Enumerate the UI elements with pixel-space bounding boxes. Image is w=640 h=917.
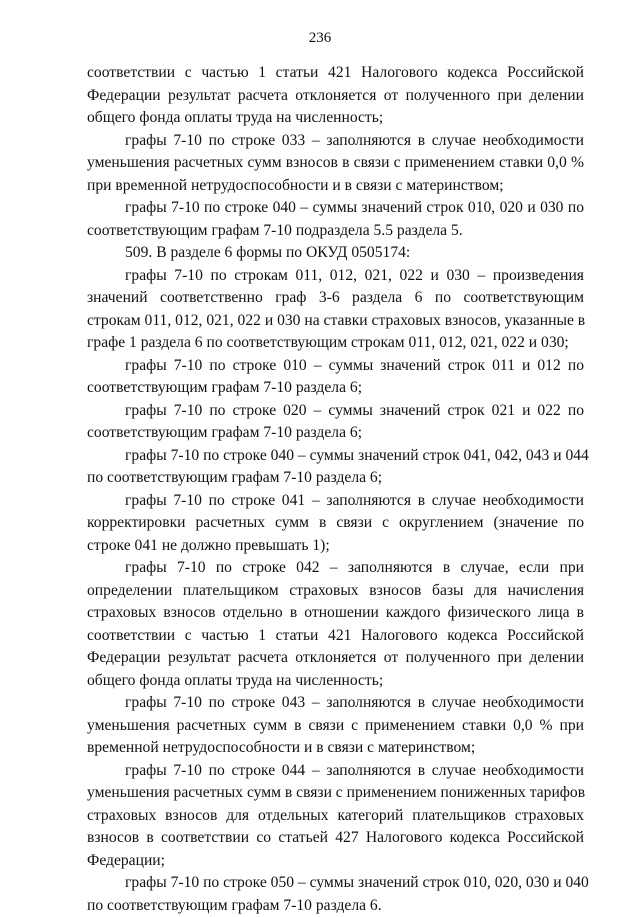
text-line: соответствии с частью 1 статьи 421 Налогового кодекса Российской [87,62,584,85]
text-line: по соответствующим графам 7-10 раздела 6. [87,895,584,917]
text-line: 509. В разделе 6 формы по ОКУД 0505174: [87,242,584,265]
paragraph [87,130,584,198]
paragraph [87,400,584,445]
text-line: взносов в соответствии со статьей 427 Налогового кодекса Российской [87,827,584,850]
text-line: значений соответственно граф 3-6 раздела 6 по соответствующим [87,287,584,310]
text-line: при временной нетрудоспособности и в связи с материнством; [87,175,584,198]
page-number: 236 [0,30,640,47]
text-line: общего фонда оплаты труда на численность; [87,670,584,693]
text-line: строкам 011, 012, 021, 022 и 030 на ставки страховых взносов, указанные в [87,310,584,333]
text-line: Федерации результат расчета отклоняется от полученного при делении [87,85,584,108]
text-line: графы 7-10 по строке 041 – заполняются в случае необходимости [87,490,584,513]
text-line: графы 7-10 по строке 033 – заполняются в случае необходимости [87,130,584,153]
text-line: страховых взносов отдельно в отношении каждого физического лица в [87,602,584,625]
text-line: уменьшения расчетных сумм в связи с применением ставки 0,0 % при [87,715,584,738]
text-line: соответствии с частью 1 статьи 421 Налогового кодекса Российской [87,625,584,648]
text-line: графы 7-10 по строке 020 – суммы значений строк 021 и 022 по [87,400,584,423]
text-line: соответствующим графам 7-10 подраздела 5.5 раздела 5. [87,220,584,243]
text-line: графы 7-10 по строке 010 – суммы значений строк 011 и 012 по [87,355,584,378]
paragraph [87,265,584,355]
paragraph [87,872,584,917]
paragraph [87,355,584,400]
text-line: соответствующим графам 7-10 раздела 6; [87,377,584,400]
text-line: графы 7-10 по строке 040 – суммы значений строк 041, 042, 043 и 044 [87,445,584,468]
paragraph [87,242,584,265]
text-line: страховых взносов для отдельных категорий плательщиков страховых [87,805,584,828]
paragraph [87,490,584,558]
text-line: Федерации; [87,850,584,873]
document-body [87,62,584,917]
text-line: Федерации результат расчета отклоняется от полученного при делении [87,647,584,670]
text-line: временной нетрудоспособности и в связи с материнством; [87,737,584,760]
text-line: уменьшения расчетных сумм взносов в связи с применением ставки 0,0 % [87,152,584,175]
text-line: общего фонда оплаты труда на численность; [87,107,584,130]
paragraph [87,62,584,130]
text-line: определении плательщиком страховых взносов базы для начисления [87,580,584,603]
text-line: графы 7-10 по строкам 011, 012, 021, 022 и 030 – произведения [87,265,584,288]
text-line: корректировки расчетных сумм в связи с округлением (значение по [87,512,584,535]
paragraph [87,197,584,242]
text-line: графы 7-10 по строке 042 – заполняются в случае, если при [87,557,584,580]
text-line: графы 7-10 по строке 044 – заполняются в случае необходимости [87,760,584,783]
text-line: соответствующим графам 7-10 раздела 6; [87,422,584,445]
paragraph [87,445,584,490]
text-line: графы 7-10 по строке 043 – заполняются в случае необходимости [87,692,584,715]
text-line: графе 1 раздела 6 по соответствующим строкам 011, 012, 021, 022 и 030; [87,332,584,355]
text-line: графы 7-10 по строке 050 – суммы значений строк 010, 020, 030 и 040 [87,872,584,895]
text-line: по соответствующим графам 7-10 раздела 6; [87,467,584,490]
paragraph [87,692,584,760]
text-line: строке 041 не должно превышать 1); [87,535,584,558]
text-line: уменьшения расчетных сумм в связи с применением пониженных тарифов [87,782,584,805]
paragraph [87,760,584,873]
text-line: графы 7-10 по строке 040 – суммы значений строк 010, 020 и 030 по [87,197,584,220]
paragraph [87,557,584,692]
